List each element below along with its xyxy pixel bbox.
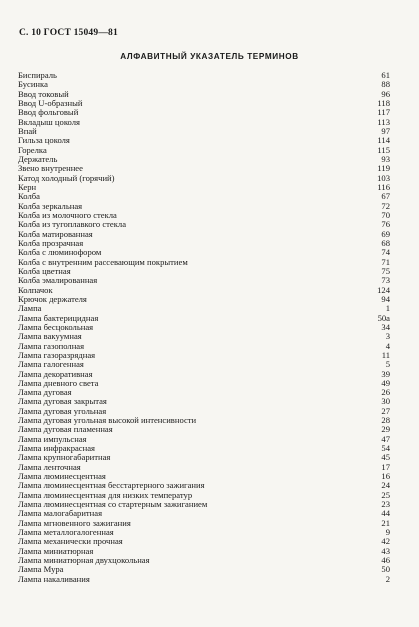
index-term: Лампа люминесцентная бесстартерного зажигания xyxy=(18,480,205,491)
index-page-number: 30 xyxy=(381,396,390,407)
index-term: Колба из молочного стекла xyxy=(18,209,117,220)
index-term: Лампа малогабаритная xyxy=(18,508,103,519)
index-page-number: 1 xyxy=(385,303,390,314)
index-entry xyxy=(18,146,390,155)
index-term: Лампа Мура xyxy=(18,564,64,575)
index-entry xyxy=(18,174,390,183)
index-page-number: 46 xyxy=(381,555,390,566)
index-page-number: 9 xyxy=(385,527,390,538)
index-term: Лампа галогенная xyxy=(18,359,84,370)
index-page-number: 113 xyxy=(377,116,390,127)
index-page-number: 28 xyxy=(381,415,390,426)
index-page-number: 23 xyxy=(381,499,390,510)
index-term: Колба с люминофором xyxy=(18,247,102,258)
index-page-number: 97 xyxy=(381,125,390,136)
index-term: Колба эмалированная xyxy=(18,275,98,286)
index-page-number: 2 xyxy=(385,573,390,584)
index-page-number: 16 xyxy=(381,471,390,482)
index-term: Лампа бесцокольная xyxy=(18,321,94,332)
index-term: Горелка xyxy=(18,144,47,155)
index-term: Лампа инфракрасная xyxy=(18,443,95,454)
index-term: Ввод токовый xyxy=(18,88,69,99)
index-term: Колба цветная xyxy=(18,265,71,276)
index-term: Лампа дуговая закрытая xyxy=(18,396,107,407)
index-term: Ввод фольговый xyxy=(18,107,79,118)
index-term: Лампа бактерицидная xyxy=(18,312,99,323)
index-page-number: 69 xyxy=(381,228,390,239)
index-term: Лампа импульсная xyxy=(18,433,87,444)
index-term: Лампа механически прочная xyxy=(18,536,123,547)
index-page-number: 3 xyxy=(385,331,390,342)
index-term: Биспираль xyxy=(18,70,57,80)
index-term: Лампа декоративная xyxy=(18,368,93,379)
index-entry xyxy=(18,379,390,388)
index-page-number: 103 xyxy=(377,172,390,183)
index-page-number: 50а xyxy=(377,312,390,323)
index-entry xyxy=(18,556,390,565)
index-term: Звено внутреннее xyxy=(18,163,83,174)
index-page-number: 21 xyxy=(381,517,390,528)
index-term: Впай xyxy=(18,125,37,136)
index-entry xyxy=(18,136,390,145)
index-term: Катод холодный (горячий) xyxy=(18,172,115,183)
index-page-number: 24 xyxy=(381,480,390,491)
index-term: Лампа накаливания xyxy=(18,573,90,584)
index-page-number: 27 xyxy=(381,405,390,416)
index-page-number: 67 xyxy=(381,191,390,202)
index-page-number: 34 xyxy=(381,321,390,332)
index-term: Керн xyxy=(18,181,37,192)
index-term: Лампа мгновенного зажигания xyxy=(18,517,131,528)
index-term: Колба прозрачная xyxy=(18,237,84,248)
index-page-number: 96 xyxy=(381,88,390,99)
index-page-number: 72 xyxy=(381,200,390,211)
index-page-number: 94 xyxy=(381,293,390,304)
index-page-number: 114 xyxy=(377,135,390,146)
index-page-number: 73 xyxy=(381,275,390,286)
index-page-number: 117 xyxy=(377,107,390,118)
index-term: Лампа ленточная xyxy=(18,461,81,472)
index-term: Лампа люминесцентная xyxy=(18,471,106,482)
index-term: Колба с внутренним рассевающим покрытием xyxy=(18,256,188,267)
index-page-number: 70 xyxy=(381,209,390,220)
index-term: Крючок держателя xyxy=(18,293,87,304)
index-page-number: 17 xyxy=(381,461,390,472)
index-page-number: 43 xyxy=(381,545,390,556)
index-entry xyxy=(18,295,390,304)
index-term: Лампа люминесцентная со стартерным зажиганием xyxy=(18,499,208,510)
index-page-number: 118 xyxy=(377,97,390,108)
index-page-number: 39 xyxy=(381,368,390,379)
index-term: Лампа xyxy=(18,303,42,314)
index-page-number: 50 xyxy=(381,564,390,575)
index-page-number: 25 xyxy=(381,489,390,500)
index-term: Бусинка xyxy=(18,79,48,90)
index-page-number: 68 xyxy=(381,237,390,248)
index-page-number: 116 xyxy=(377,181,390,192)
index-entry xyxy=(18,183,390,192)
index-page-number: 76 xyxy=(381,219,390,230)
index-term: Колба из тугоплавкого стекла xyxy=(18,219,127,230)
index-page-number: 4 xyxy=(385,340,390,351)
index-term: Лампа дневного света xyxy=(18,377,99,388)
index-term: Держатель xyxy=(18,153,58,164)
index-term: Лампа металлогалогенная xyxy=(18,527,114,538)
index-term: Колба xyxy=(18,191,40,202)
index-page-number: 119 xyxy=(377,163,390,174)
index-page-number: 45 xyxy=(381,452,390,463)
index-page-number: 71 xyxy=(381,256,390,267)
index-term: Лампа миниатюрная xyxy=(18,545,94,556)
index-entry xyxy=(18,80,390,89)
index-page-number: 11 xyxy=(381,349,390,360)
index-page-number: 5 xyxy=(385,359,390,370)
terms-index xyxy=(18,71,390,584)
index-term: Колба матированная xyxy=(18,228,93,239)
index-term: Ввод U-образный xyxy=(18,97,83,108)
index-page-number: 124 xyxy=(377,284,390,295)
index-title: АЛФАВИТНЫЙ УКАЗАТЕЛЬ ТЕРМИНОВ xyxy=(120,52,299,61)
index-page-number: 75 xyxy=(381,265,390,276)
index-term: Колпачок xyxy=(18,284,53,295)
index-entry xyxy=(18,118,390,127)
index-page-number: 93 xyxy=(381,153,390,164)
index-entry xyxy=(18,575,390,584)
index-entry xyxy=(18,258,390,267)
index-page-number: 29 xyxy=(381,424,390,435)
index-term: Лампа газоразрядная xyxy=(18,349,96,360)
index-term: Вкладыш цоколя xyxy=(18,116,80,127)
index-page-number: 88 xyxy=(381,79,390,90)
page-header: С. 10 ГОСТ 15049—81 xyxy=(19,28,118,38)
index-page-number: 74 xyxy=(381,247,390,258)
index-page-number: 26 xyxy=(381,387,390,398)
index-term: Лампа люминесцентная для низких температур xyxy=(18,489,193,500)
index-term: Лампа дуговая пламенная xyxy=(18,424,113,435)
index-page-number: 47 xyxy=(381,433,390,444)
index-term: Лампа вакуумная xyxy=(18,331,82,342)
index-entry xyxy=(18,276,390,285)
index-page-number: 115 xyxy=(377,144,390,155)
index-term: Лампа газополная xyxy=(18,340,85,351)
index-page-number: 42 xyxy=(381,536,390,547)
index-term: Лампа дуговая угольная высокой интенсивности xyxy=(18,415,197,426)
index-term: Лампа дуговая угольная xyxy=(18,405,107,416)
index-page-number: 54 xyxy=(381,443,390,454)
index-term: Гильза цоколя xyxy=(18,135,70,146)
index-page-number: 49 xyxy=(381,377,390,388)
index-term: Колба зеркальная xyxy=(18,200,83,211)
index-term: Лампа дуговая xyxy=(18,387,72,398)
index-term: Лампа миниатюрная двухцокольная xyxy=(18,555,150,566)
index-page-number: 61 xyxy=(381,70,390,80)
index-entry xyxy=(18,127,390,136)
index-entry xyxy=(18,71,390,80)
index-page-number: 44 xyxy=(381,508,390,519)
index-term: Лампа крупногабаритная xyxy=(18,452,111,463)
